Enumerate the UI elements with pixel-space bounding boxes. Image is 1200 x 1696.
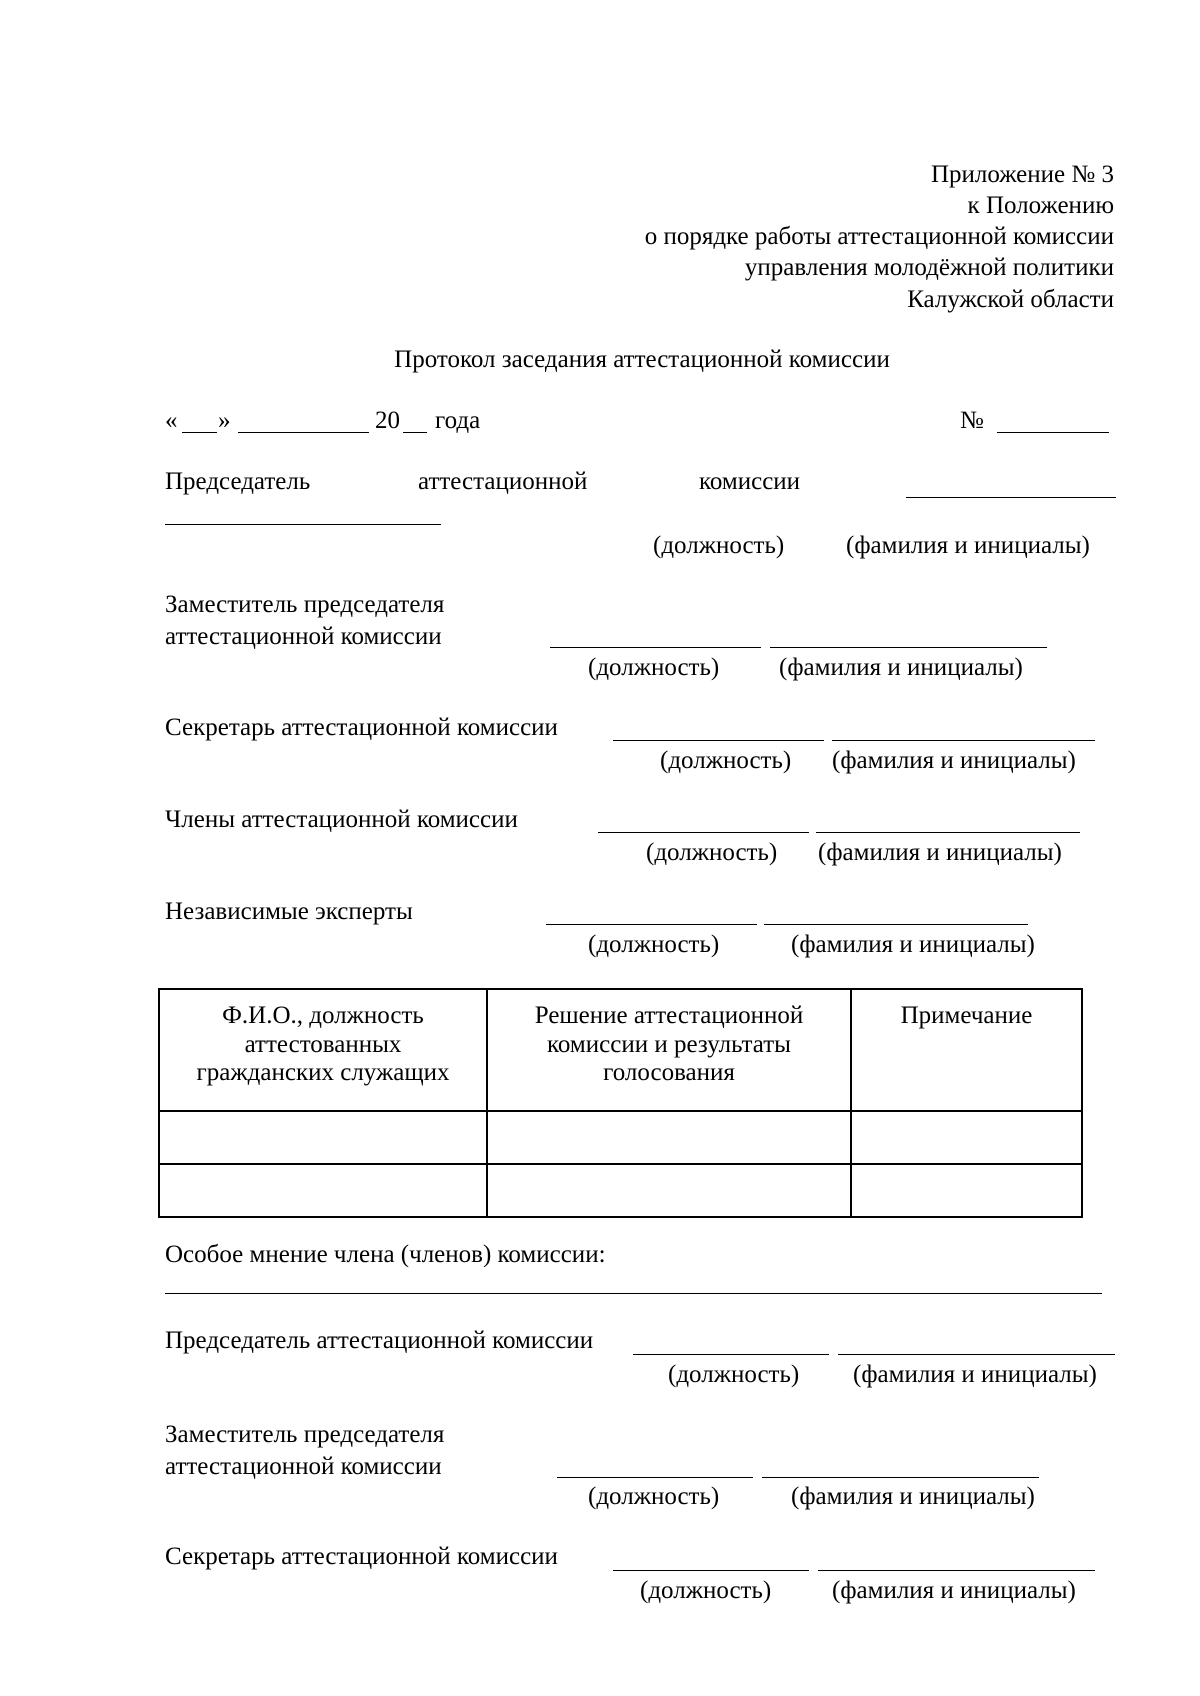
header-full-name-text: Ф.И.О., должность аттестованных гражданских служащих bbox=[196, 1002, 450, 1086]
deputy-label-line-2: аттестационной комиссии bbox=[165, 623, 442, 650]
deputy-name-blank[interactable] bbox=[770, 647, 1047, 648]
table-header-row bbox=[159, 989, 1082, 1111]
experts-position-caption: (должность) bbox=[588, 931, 720, 958]
sign-chairman-name-blank[interactable] bbox=[838, 1354, 1115, 1355]
secretary-name-blank[interactable] bbox=[832, 740, 1095, 741]
table-cell[interactable] bbox=[159, 1164, 487, 1217]
experts-position-blank[interactable] bbox=[546, 924, 757, 925]
number-label: № bbox=[960, 407, 984, 434]
sign-chairman-label: Председатель аттестационной комиссии bbox=[165, 1327, 594, 1354]
quote-close: » bbox=[218, 407, 231, 434]
deputy-position-blank[interactable] bbox=[550, 647, 761, 648]
sign-deputy-name-blank[interactable] bbox=[762, 1477, 1039, 1478]
attestation-results-table bbox=[158, 988, 1083, 1218]
members-name-caption: (фамилия и инициалы) bbox=[818, 839, 1062, 866]
experts-name-caption: (фамилия и инициалы) bbox=[791, 931, 1035, 958]
dissent-blank[interactable] bbox=[165, 1293, 1102, 1294]
experts-label: Независимые эксперты bbox=[165, 898, 413, 925]
document-title: Протокол заседания аттестационной комиссии bbox=[394, 346, 890, 373]
chairman-name-caption: (фамилия и инициалы) bbox=[846, 532, 1090, 559]
sign-secretary-position-blank[interactable] bbox=[613, 1570, 809, 1571]
quote-open: « bbox=[165, 407, 178, 434]
sign-chairman-position-blank[interactable] bbox=[633, 1354, 829, 1355]
sign-chairman-position-caption: (должность) bbox=[668, 1361, 800, 1388]
header-decision-text: Решение аттестационной комиссии и результаты голосования bbox=[534, 1002, 804, 1086]
sign-deputy-position-caption: (должность) bbox=[588, 1483, 720, 1510]
sign-secretary-name-caption: (фамилия и инициалы) bbox=[832, 1577, 1076, 1604]
secretary-position-caption: (должность) bbox=[660, 747, 792, 774]
deputy-position-caption: (должность) bbox=[588, 654, 720, 681]
members-label: Члены аттестационной комиссии bbox=[165, 806, 518, 833]
table-cell[interactable] bbox=[487, 1111, 851, 1164]
table-cell[interactable] bbox=[851, 1164, 1082, 1217]
secretary-label: Секретарь аттестационной комиссии bbox=[165, 714, 558, 741]
year-prefix: 20 bbox=[375, 407, 400, 434]
members-position-blank[interactable] bbox=[598, 832, 809, 833]
table-row bbox=[159, 1111, 1082, 1164]
chairman-word-1: Председатель bbox=[165, 468, 311, 495]
deputy-label-line-1: Заместитель председателя bbox=[165, 591, 445, 618]
year-blank[interactable] bbox=[403, 432, 427, 433]
header-decision bbox=[487, 989, 851, 1111]
header-note-text: Примечание bbox=[900, 1002, 1033, 1029]
appendix-line-2: к Положению bbox=[967, 192, 1114, 219]
experts-name-blank[interactable] bbox=[764, 924, 1028, 925]
secretary-position-blank[interactable] bbox=[613, 740, 824, 741]
sign-secretary-name-blank[interactable] bbox=[818, 1570, 1095, 1571]
appendix-line-1: Приложение № 3 bbox=[930, 161, 1114, 188]
sign-chairman-name-caption: (фамилия и инициалы) bbox=[853, 1361, 1097, 1388]
table-cell[interactable] bbox=[159, 1111, 487, 1164]
sign-secretary-label: Секретарь аттестационной комиссии bbox=[165, 1543, 558, 1570]
appendix-line-4: управления молодёжной политики bbox=[744, 254, 1114, 281]
chairman-position-caption: (должность) bbox=[653, 532, 785, 559]
table-row bbox=[159, 1164, 1082, 1217]
header-full-name bbox=[159, 989, 487, 1111]
header-note bbox=[851, 989, 1082, 1111]
sign-deputy-name-caption: (фамилия и инициалы) bbox=[791, 1483, 1035, 1510]
dissent-label: Особое мнение члена (членов) комиссии: bbox=[165, 1241, 606, 1268]
sign-deputy-label-line-2: аттестационной комиссии bbox=[165, 1453, 442, 1480]
chairman-word-3: комиссии bbox=[699, 468, 801, 495]
deputy-name-caption: (фамилия и инициалы) bbox=[779, 654, 1023, 681]
chairman-position-blank[interactable] bbox=[906, 497, 1116, 498]
table-cell[interactable] bbox=[487, 1164, 851, 1217]
table-cell[interactable] bbox=[851, 1111, 1082, 1164]
appendix-line-3: о порядке работы аттестационной комиссии bbox=[644, 223, 1114, 250]
members-position-caption: (должность) bbox=[646, 839, 778, 866]
month-blank[interactable] bbox=[238, 432, 369, 433]
number-blank[interactable] bbox=[997, 432, 1109, 433]
sign-deputy-position-blank[interactable] bbox=[557, 1477, 753, 1478]
chairman-name-blank[interactable] bbox=[165, 524, 441, 525]
chairman-word-2: аттестационной bbox=[418, 468, 588, 495]
year-word: года bbox=[435, 407, 481, 434]
appendix-line-5: Калужской области bbox=[907, 286, 1114, 313]
sign-secretary-position-caption: (должность) bbox=[640, 1577, 772, 1604]
members-name-blank[interactable] bbox=[816, 832, 1080, 833]
secretary-name-caption: (фамилия и инициалы) bbox=[832, 747, 1076, 774]
day-blank[interactable] bbox=[182, 432, 217, 433]
sign-deputy-label-line-1: Заместитель председателя bbox=[165, 1421, 445, 1448]
